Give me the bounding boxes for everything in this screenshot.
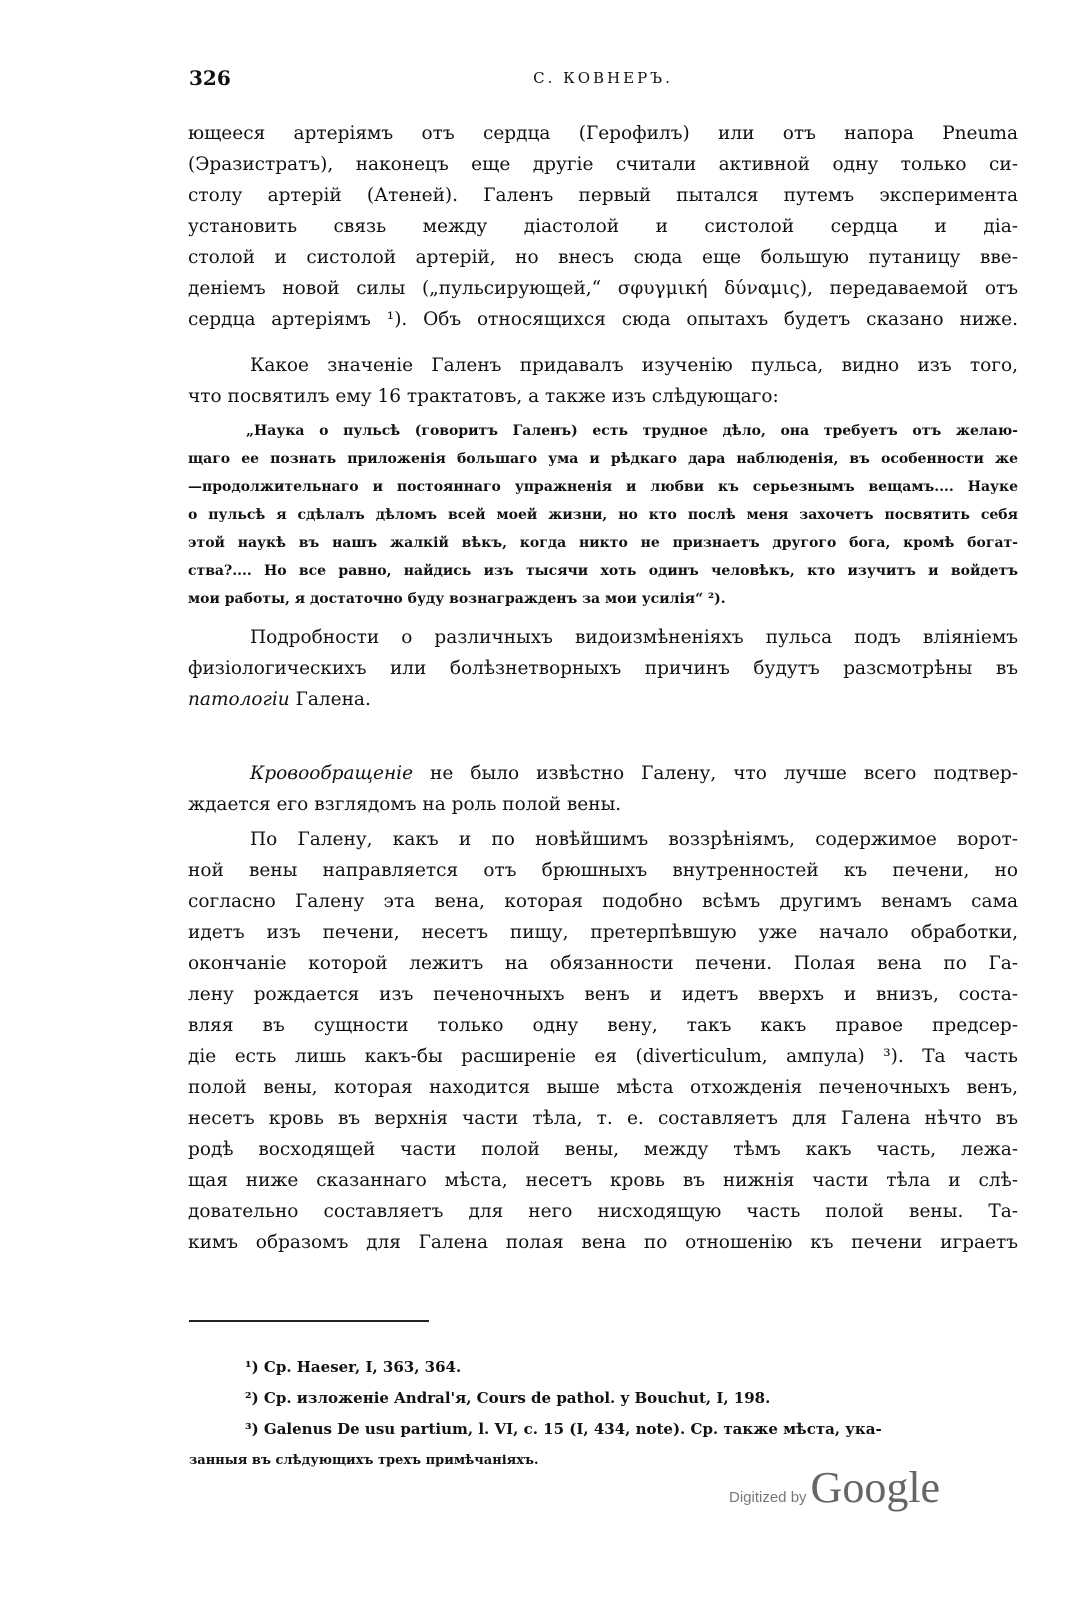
text-line: деніемъ новой силы („пульсирующей,“ σφυγμική δύναμις), передаваемой отъ: [188, 278, 1018, 299]
text-line: полой вены, которая находится выше мѣста отхожденія печеночныхъ венъ,: [188, 1077, 1018, 1098]
text-line: столой и систолой артерій, но внесъ сюда еще большую путаницу вве-: [188, 247, 1018, 268]
text-line: По Галену, какъ и по новѣйшимъ воззрѣніямъ, содержимое ворот-: [250, 829, 1018, 850]
text-line: довательно составляетъ для него нисходящую часть полой вены. Та-: [188, 1201, 1018, 1222]
footnote-3-continuation: занныя въ слѣдующихъ трехъ примѣчаніяхъ.: [189, 1453, 539, 1468]
text-line: кимъ образомъ для Галена полая вена по отношенію къ печени играетъ: [188, 1232, 1018, 1253]
paragraph-3: [188, 622, 1018, 715]
text-line: ющееся артеріямъ отъ сердца (Герофилъ) или отъ напора Pneuma: [188, 123, 1018, 144]
quote-line: ства?.... Но все равно, найдись изъ тысячи хоть одинъ человѣкъ, кто изучитъ и войдетъ: [188, 563, 1018, 579]
watermark-prefix: Digitized by: [729, 1489, 807, 1506]
footnote-1: ¹) Ср. Haeser, I, 363, 364.: [245, 1358, 462, 1376]
quote-line: мои работы, я достаточно буду вознагражденъ за мои усилія“ ²).: [188, 591, 726, 607]
page-number: 326: [189, 66, 231, 90]
paragraph-2: [188, 350, 1018, 412]
text-line: щая ниже сказаннаго мѣста, несетъ кровь въ нижнія части тѣла и слѣ-: [188, 1170, 1018, 1191]
quote-line: о пульсѣ я сдѣлалъ дѣломъ всей моей жизни, но кто послѣ меня захочетъ посвятить себя: [188, 507, 1018, 523]
running-head: С. КОВНЕРЪ.: [533, 69, 673, 87]
text-line: окончаніе которой лежитъ на обязанности печени. Полая вена по Га-: [188, 953, 1018, 974]
quote-line: щаго ее познать приложенія большаго ума и рѣдкаго дара наблюденія, въ особенности же: [188, 451, 1018, 467]
text-line: столу артерій (Атеней). Галенъ первый пытался путемъ эксперимента: [188, 185, 1018, 206]
text-line: Подробности о различныхъ видоизмѣненіяхъ пульса подъ вліяніемъ: [250, 627, 1018, 648]
footnotes: [189, 1352, 1019, 1476]
paragraph-5: [188, 824, 1018, 1258]
galen-quote: [188, 417, 1018, 613]
text-line: [188, 758, 1018, 789]
text-line: вляя въ сущности только одну вену, такъ какъ правое предсер-: [188, 1015, 1018, 1036]
text-line: идетъ изъ печени, несетъ пищу, претерпѣвшую уже начало обработки,: [188, 922, 1018, 943]
footnote-3: ³) Galenus De usu partium, l. VI, c. 15 (I, 434, note). Ср. также мѣста, ука-: [245, 1420, 882, 1438]
text-fragment: Галена.: [289, 689, 371, 710]
quote-line: этой наукѣ въ нашъ жалкій вѣкъ, когда никто не признаетъ другого бога, кромѣ богат-: [188, 535, 1018, 551]
text-fragment: не было извѣстно Галену, что лучше всего подтвер-: [413, 763, 1018, 784]
text-line: установить связь между діастолой и систолой сердца и діа-: [188, 216, 1018, 237]
text-line: діе есть лишь какъ-бы расширеніе ея (diverticulum, ампула) ³). Та часть: [188, 1046, 1018, 1067]
text-line: сердца артеріямъ ¹). Объ относящихся сюда опытахъ будетъ сказано ниже.: [188, 309, 1018, 330]
quote-line: —продолжительнаго и постояннаго упражненія и любви къ серьезнымъ вещамъ.... Науке: [188, 479, 1018, 495]
page-header: [189, 66, 1017, 96]
text-line: родѣ восходящей части полой вены, между тѣмъ какъ часть, лежа-: [188, 1139, 1018, 1160]
google-logo: Google: [810, 1463, 941, 1512]
footnote-divider: [189, 1320, 429, 1322]
italic-term: патологіи: [188, 689, 290, 710]
text-line: ждается его взглядомъ на роль полой вены.: [188, 794, 622, 815]
text-line: лену рождается изъ печеночныхъ венъ и идетъ вверхъ и внизъ, соста-: [188, 984, 1018, 1005]
text-line: ной вены направляется отъ брюшныхъ внутренностей къ печени, но: [188, 860, 1018, 881]
quote-line: „Наука о пульсѣ (говоритъ Галенъ) есть трудное дѣло, она требуетъ отъ желаю-: [246, 423, 1018, 439]
text-line: согласно Галену эта вена, которая подобно всѣмъ другимъ венамъ сама: [188, 891, 1018, 912]
italic-term: Кровообращеніе: [250, 763, 414, 784]
text-line: физіологическихъ или болѣзнетворныхъ причинъ будутъ разсмотрѣны въ: [188, 658, 1018, 679]
paragraph-4: [188, 758, 1018, 820]
text-line: Какое значеніе Галенъ придавалъ изученію пульса, видно изъ того,: [250, 355, 1018, 376]
text-line: (Эразистратъ), наконецъ еще другіе считали активной одну только си-: [188, 154, 1018, 175]
paragraph-1: [188, 118, 1018, 335]
footnote-2: ²) Ср. изложеніе Andral'я, Cours de pathol. y Bouchut, I, 198.: [245, 1389, 771, 1407]
text-line: [188, 684, 1018, 715]
text-line: несетъ кровь въ верхнія части тѣла, т. е. составляетъ для Галена нѣчто въ: [188, 1108, 1018, 1129]
text-line: что посвятилъ ему 16 трактатовъ, а также изъ слѣдующаго:: [188, 386, 779, 407]
digitized-watermark: [729, 1462, 940, 1532]
